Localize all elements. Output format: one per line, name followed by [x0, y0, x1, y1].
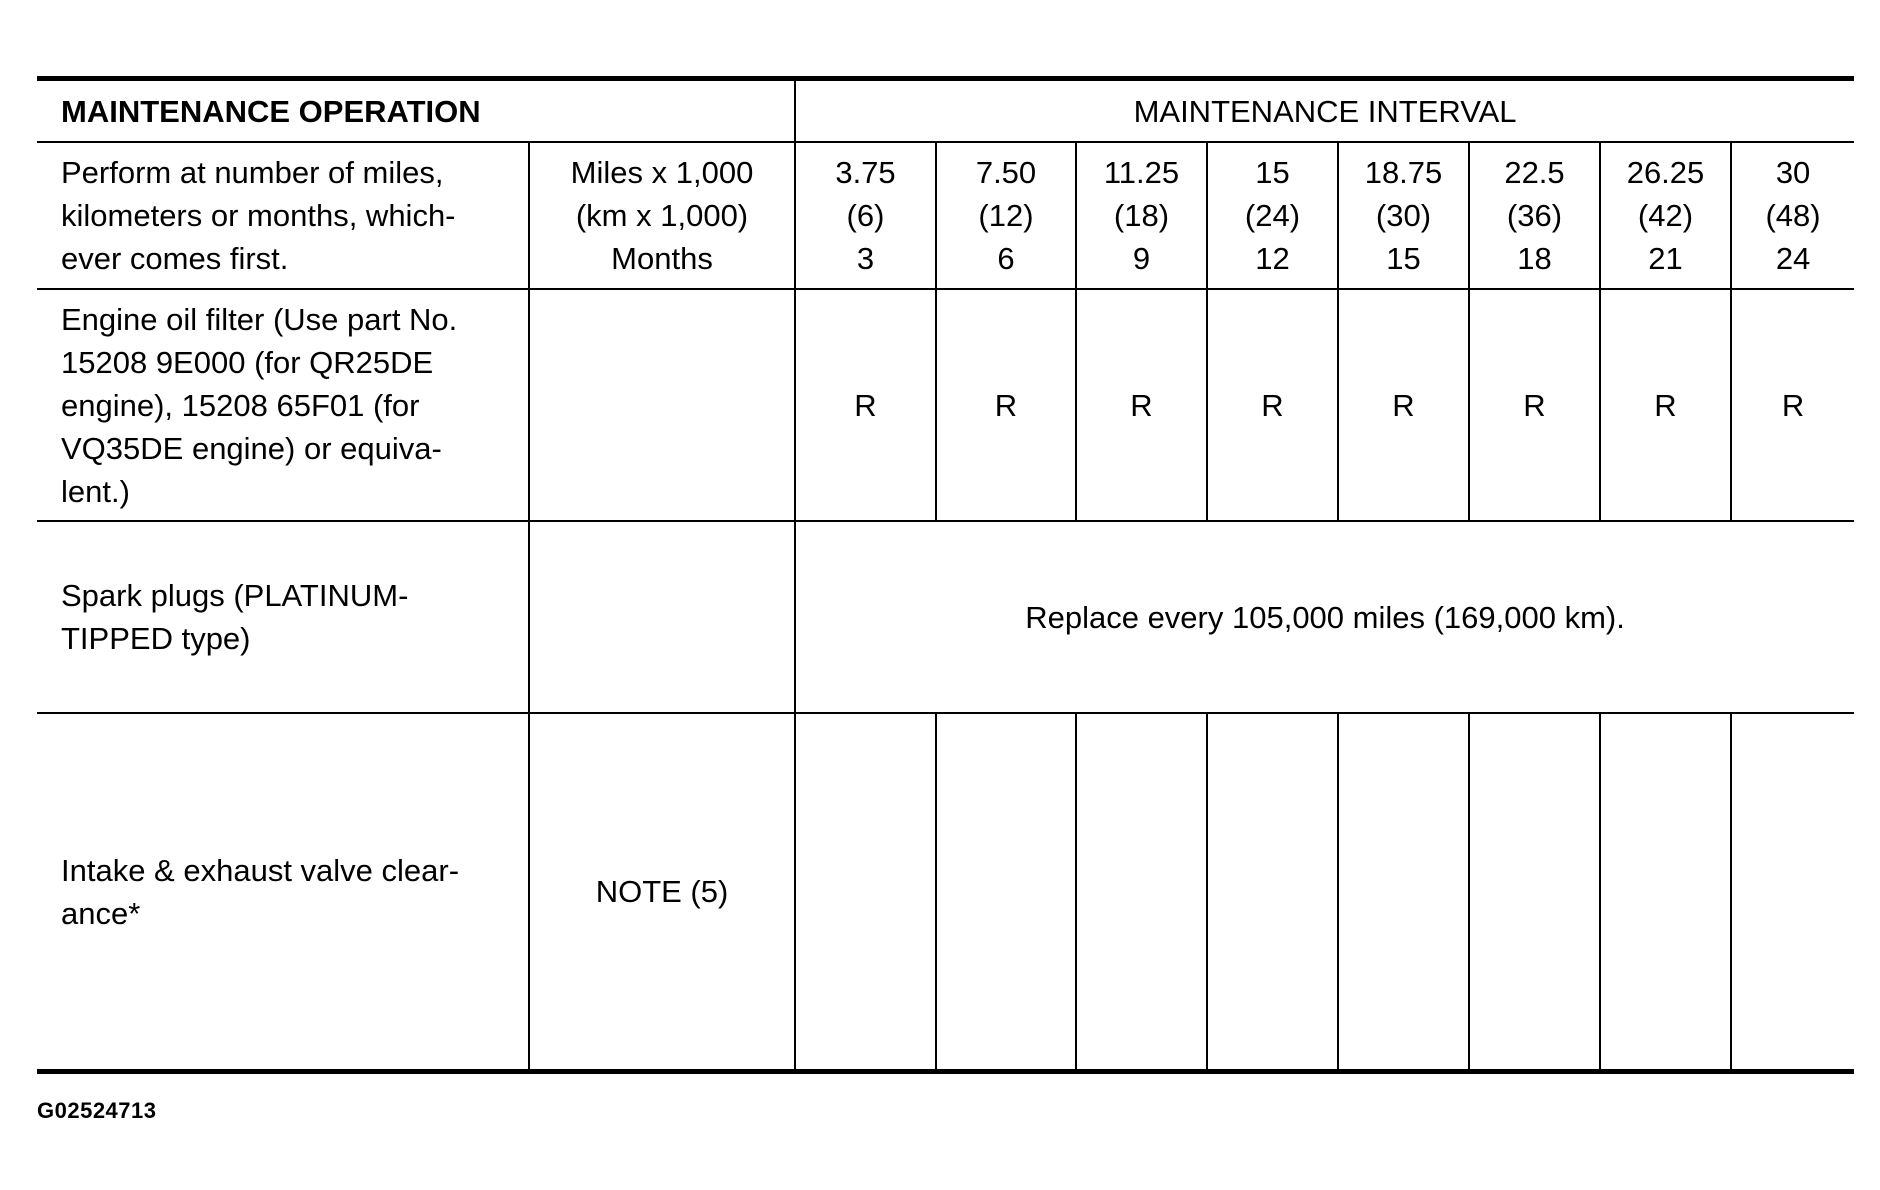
operation-description-line: 15208 9E000 (for QR25DE: [61, 344, 434, 380]
perform-description: [37, 142, 529, 289]
interval-cell: [1731, 142, 1854, 289]
table-row: [37, 289, 1854, 521]
interval-miles: 26.25: [1626, 155, 1705, 190]
maintenance-schedule-table: [37, 76, 1854, 1074]
interval-cell: [1207, 142, 1338, 289]
schedule-cell: [1469, 713, 1600, 1072]
interval-miles: 7.50: [975, 155, 1037, 190]
units-months: Months: [611, 241, 713, 276]
interval-cell: [1338, 142, 1469, 289]
table-row: [37, 713, 1854, 1072]
interval-km: (6): [846, 198, 885, 233]
perform-description-line: Perform at number of miles,: [61, 155, 444, 190]
interval-miles: 30: [1775, 155, 1811, 190]
perform-row: [37, 142, 1854, 289]
schedule-cell: R: [1207, 289, 1338, 521]
interval-miles: 15: [1255, 155, 1290, 190]
operation-description-line: lent.): [61, 473, 130, 509]
figure-id: G02524713: [37, 1098, 157, 1123]
interval-cell: [795, 142, 936, 289]
operation-note: NOTE (5): [529, 713, 795, 1072]
interval-km: (24): [1244, 198, 1301, 233]
interval-months: 24: [1775, 241, 1811, 276]
schedule-cell: [1076, 713, 1207, 1072]
interval-km: (18): [1113, 198, 1170, 233]
interval-months: 18: [1517, 241, 1552, 276]
schedule-cell: [1600, 713, 1731, 1072]
interval-km: (36): [1506, 198, 1563, 233]
table-row: [37, 521, 1854, 713]
operation-description: [37, 289, 529, 521]
operation-note: [529, 289, 795, 521]
operation-description-line: VQ35DE engine) or equiva-: [61, 430, 442, 466]
operation-description-line: engine), 15208 65F01 (for: [61, 387, 420, 423]
operation-description: [37, 713, 529, 1072]
operation-description: [37, 521, 529, 713]
interval-cell: [1469, 142, 1600, 289]
interval-months: 15: [1386, 241, 1421, 276]
schedule-cell: R: [1338, 289, 1469, 521]
interval-km: (42): [1637, 198, 1694, 233]
schedule-cell: [1207, 713, 1338, 1072]
perform-description-line: ever comes first.: [61, 241, 289, 276]
operation-description-line: TIPPED type): [61, 621, 251, 656]
maintenance-operation-header: MAINTENANCE OPERATION: [37, 79, 795, 143]
interval-months: 9: [1132, 241, 1151, 276]
schedule-cell: R: [795, 289, 936, 521]
operation-description-line: Spark plugs (PLATINUM-: [61, 578, 409, 613]
interval-miles: 11.25: [1103, 155, 1180, 190]
perform-description-line: kilometers or months, which-: [61, 198, 456, 233]
schedule-cell: R: [1731, 289, 1854, 521]
units-cell: [529, 142, 795, 289]
interval-miles: 22.5: [1504, 155, 1565, 190]
schedule-cell: [1731, 713, 1854, 1072]
interval-cell: [1076, 142, 1207, 289]
operation-description-line: Engine oil filter (Use part No.: [61, 301, 458, 337]
operation-description-line: ance*: [61, 895, 141, 931]
interval-miles: 18.75: [1364, 155, 1443, 190]
interval-months: 21: [1648, 241, 1683, 276]
units-miles: Miles x 1,000: [570, 155, 754, 190]
schedule-cell: [936, 713, 1076, 1072]
interval-km: (12): [978, 198, 1034, 233]
schedule-cell: [1338, 713, 1469, 1072]
schedule-cell: R: [1600, 289, 1731, 521]
interval-cell: [1600, 142, 1731, 289]
interval-miles: 3.75: [835, 155, 896, 190]
interval-km: (30): [1375, 198, 1432, 233]
replace-interval-text: Replace every 105,000 miles (169,000 km).: [795, 521, 1854, 713]
schedule-cell: R: [1076, 289, 1207, 521]
interval-months: 12: [1255, 241, 1290, 276]
interval-months: 3: [856, 241, 875, 276]
interval-km: (48): [1765, 198, 1821, 233]
maintenance-schedule-sheet: [37, 76, 1854, 1074]
maintenance-interval-header: MAINTENANCE INTERVAL: [795, 79, 1854, 143]
operation-description-line: Intake & exhaust valve clear-: [61, 852, 460, 888]
schedule-cell: R: [936, 289, 1076, 521]
schedule-cell: R: [1469, 289, 1600, 521]
units-km: (km x 1,000): [575, 198, 749, 233]
interval-months: 6: [997, 241, 1015, 276]
header-row: [37, 79, 1854, 143]
operation-note: [529, 521, 795, 713]
schedule-cell: [795, 713, 936, 1072]
interval-cell: [936, 142, 1076, 289]
